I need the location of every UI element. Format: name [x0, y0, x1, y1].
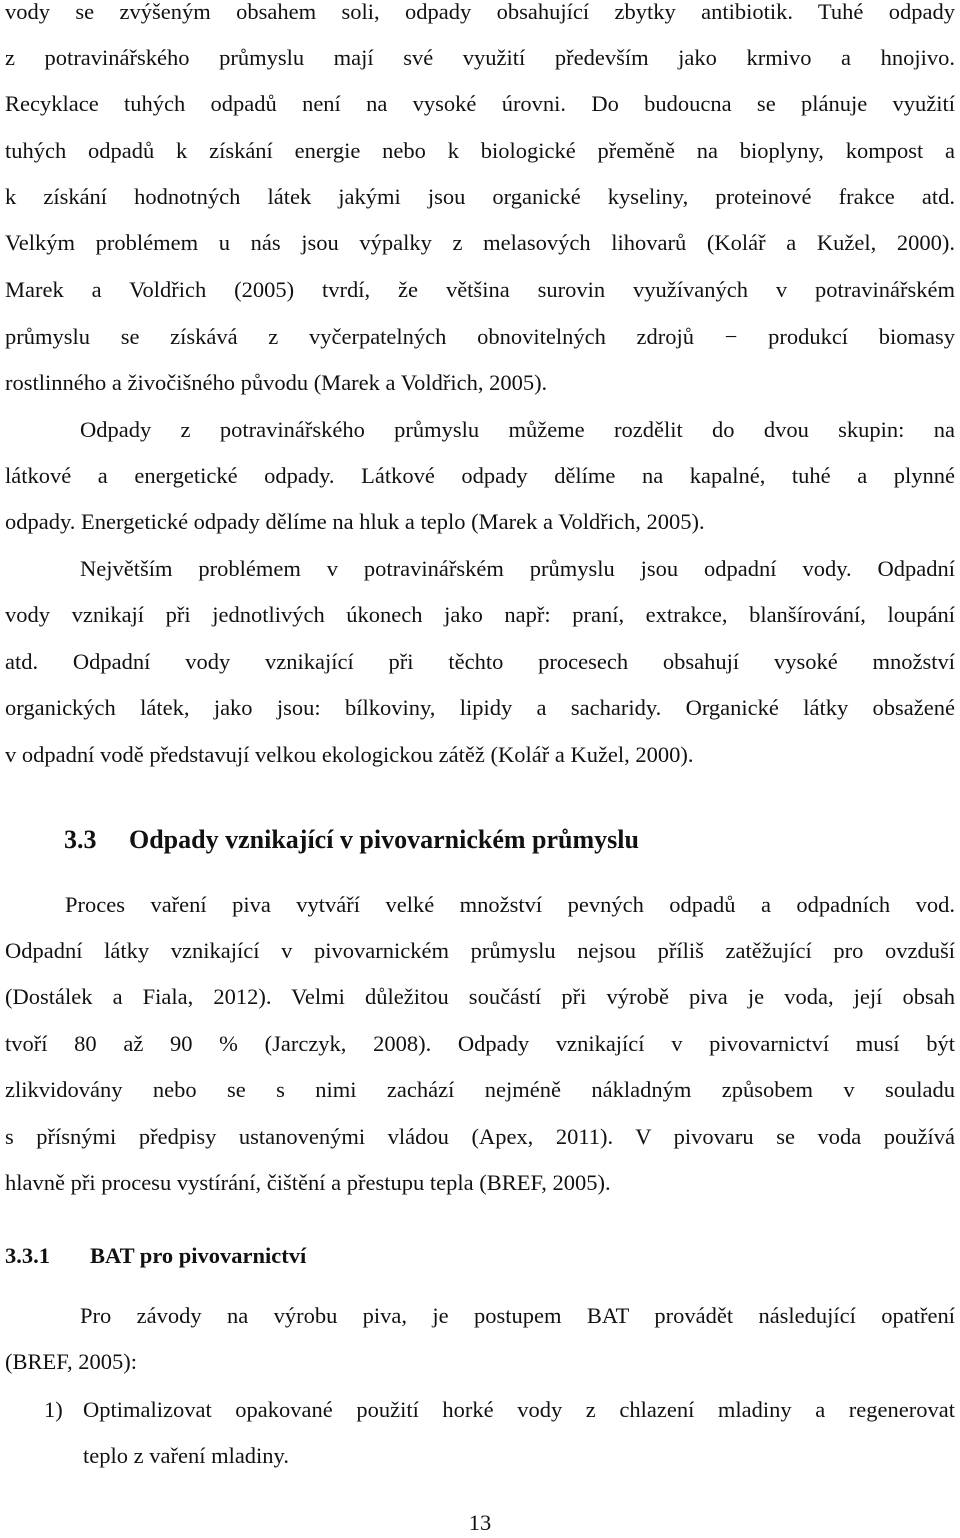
- paragraph-line: tuhých odpadů k získání energie nebo k biologické přeměně na bioplyny, kompost a: [5, 138, 955, 163]
- list-item-text: Optimalizovat opakované použití horké vody z chlazení mladiny a regenerovat: [83, 1397, 955, 1422]
- section-heading: [64, 822, 639, 858]
- section-number: 3.3: [64, 825, 97, 854]
- paragraph-line: s přísnými předpisy ustanovenými vládou (Apex, 2011). V pivovaru se voda používá: [5, 1124, 955, 1149]
- paragraph-line: Marek a Voldřich (2005) tvrdí, že většina surovin využívaných v potravinářském: [5, 277, 955, 302]
- paragraph-line: odpady. Energetické odpady dělíme na hluk a teplo (Marek a Voldřich, 2005).: [5, 509, 705, 534]
- paragraph-line: (BREF, 2005):: [5, 1349, 137, 1374]
- paragraph-line: (Dostálek a Fiala, 2012). Velmi důležitou součástí při výrobě piva je voda, její obsah: [5, 984, 955, 1009]
- subsection-title: BAT pro pivovarnictví: [90, 1243, 307, 1268]
- paragraph-line: vody se zvýšeným obsahem soli, odpady obsahující zbytky antibiotik. Tuhé odpady: [5, 0, 955, 24]
- paragraph-line: atd. Odpadní vody vznikající při těchto procesech obsahují vysoké množství: [5, 649, 955, 674]
- subsection-heading: [5, 1241, 306, 1271]
- paragraph-line: z potravinářského průmyslu mají své využití především jako krmivo a hnojivo.: [5, 45, 955, 70]
- paragraph-line: organických látek, jako jsou: bílkoviny, lipidy a sacharidy. Organické látky obsažené: [5, 695, 955, 720]
- subsection-number: 3.3.1: [5, 1243, 50, 1268]
- paragraph-line: rostlinného a živočišného původu (Marek a Voldřich, 2005).: [5, 370, 548, 395]
- paragraph-line: Proces vaření piva vytváří velké množství pevných odpadů a odpadních vod.: [65, 892, 955, 917]
- paragraph-line: látkové a energetické odpady. Látkové odpady dělíme na kapalné, tuhé a plynné: [5, 463, 955, 488]
- paragraph-line: Odpady z potravinářského průmyslu můžeme rozdělit do dvou skupin: na: [80, 417, 955, 442]
- paragraph-line: Velkým problémem u nás jsou výpalky z melasových lihovarů (Kolář a Kužel, 2000).: [5, 230, 955, 255]
- paragraph-line: zlikvidovány nebo se s nimi zachází nejméně nákladným způsobem v souladu: [5, 1077, 955, 1102]
- list-item: [44, 1395, 955, 1425]
- paragraph-line: k získání hodnotných látek jakými jsou organické kyseliny, proteinové frakce atd.: [5, 184, 955, 209]
- paragraph-line: tvoří 80 až 90 % (Jarczyk, 2008). Odpady vznikající v pivovarnictví musí být: [5, 1031, 955, 1056]
- paragraph-line: Recyklace tuhých odpadů není na vysoké úrovni. Do budoucna se plánuje využití: [5, 91, 955, 116]
- paragraph-line: v odpadní vodě představují velkou ekologickou zátěž (Kolář a Kužel, 2000).: [5, 742, 694, 767]
- paragraph-line: vody vznikají při jednotlivých úkonech jako např: praní, extrakce, blanšírování, loupání: [5, 602, 955, 627]
- list-item-continuation: teplo z vaření mladiny.: [83, 1443, 289, 1468]
- paragraph-line: Odpadní látky vznikající v pivovarnickém průmyslu nejsou příliš zatěžující pro ovzduší: [5, 938, 955, 963]
- page-number: 13: [468, 1510, 492, 1535]
- paragraph-line: průmyslu se získává z vyčerpatelných obnovitelných zdrojů − produkcí biomasy: [5, 324, 955, 349]
- list-marker: 1): [44, 1397, 63, 1422]
- section-title: Odpady vznikající v pivovarnickém průmyslu: [129, 825, 639, 854]
- paragraph-line: Největším problémem v potravinářském průmyslu jsou odpadní vody. Odpadní: [80, 556, 955, 581]
- paragraph-line: Pro závody na výrobu piva, je postupem BAT provádět následující opatření: [80, 1303, 955, 1328]
- paragraph-line: hlavně při procesu vystírání, čištění a přestupu tepla (BREF, 2005).: [5, 1170, 611, 1195]
